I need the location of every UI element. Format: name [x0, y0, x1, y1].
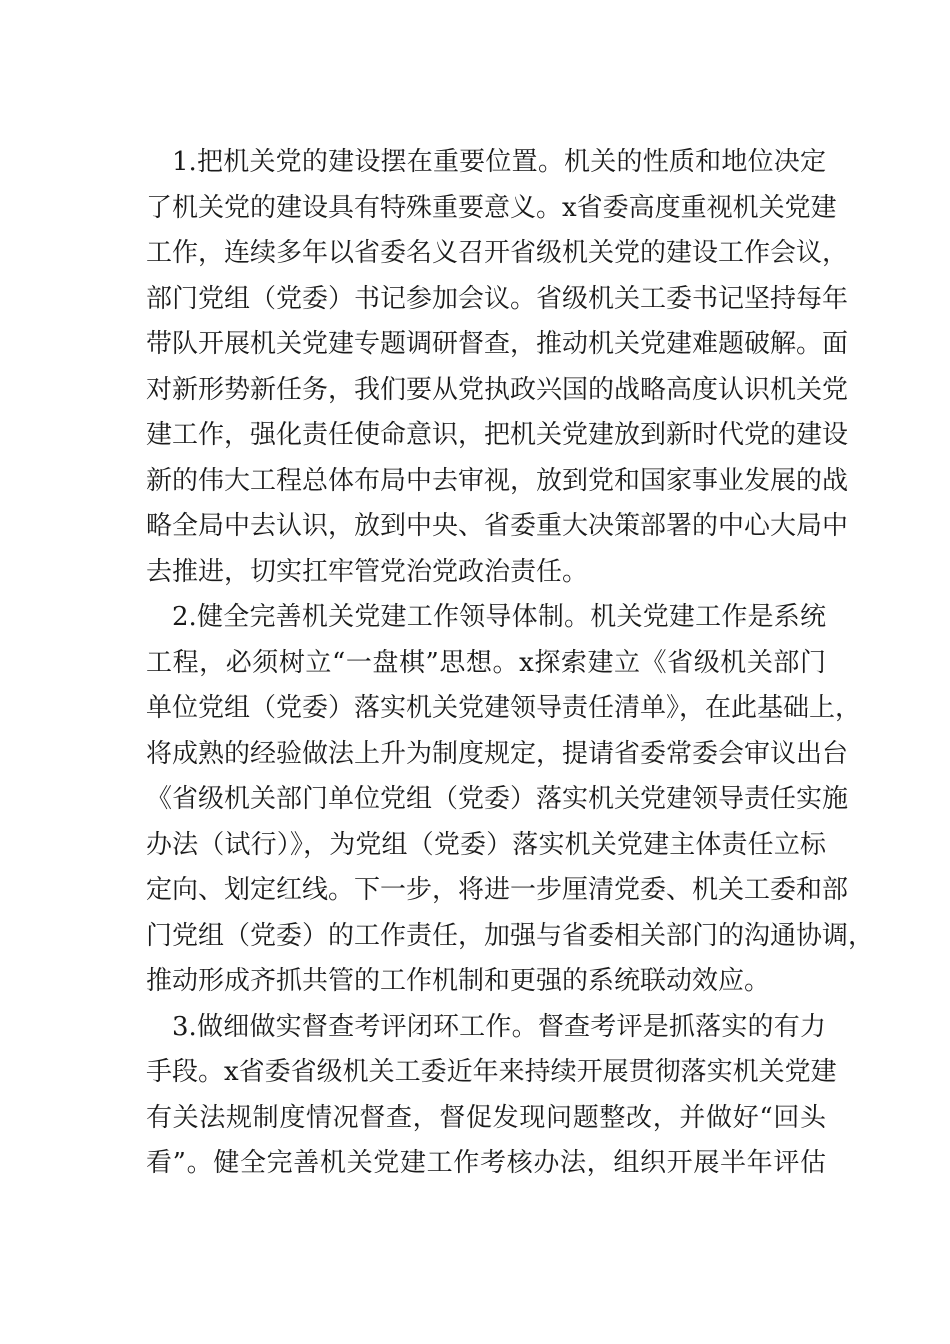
text-line: 推动形成齐抓共管的工作机制和更强的系统联动效应。 — [146, 966, 771, 996]
text-line: 将成熟的经验做法上升为制度规定，提请省委常委会审议出台 — [146, 738, 849, 769]
text-line: 带队开展机关党建专题调研督查，推动机关党建难题破解。面 — [146, 329, 849, 359]
text-line: 有关法规制度情况督查，督促发现问题整改，并做好“回头 — [146, 1102, 826, 1133]
paragraph-3 — [146, 1005, 837, 1187]
text-line: 了机关党的建设具有特殊重要意义。x省委高度重视机关党建 — [146, 192, 837, 223]
text-line: 建工作，强化责任使命意识，把机关党建放到新时代党的建设 — [146, 420, 849, 450]
text-line: 办法（试行）》，为党组（党委）落实机关党建主体责任立标 — [146, 829, 826, 860]
text-line: 工作，连续多年以省委名义召开省级机关党的建设工作会议， — [146, 238, 849, 268]
text-line: 2.健全完善机关党建工作领导体制。机关党建工作是系统 — [172, 602, 826, 632]
text-line: 新的伟大工程总体布局中去审视，放到党和国家事业发展的战 — [146, 465, 849, 496]
document-body — [146, 140, 875, 1187]
text-line: 部门党组（党委）书记参加会议。省级机关工委书记坚持每年 — [146, 283, 849, 314]
text-line: 门党组（党委）的工作责任，加强与省委相关部门的沟通协调， — [146, 920, 875, 951]
text-line: 3.做细做实督查考评闭环工作。督查考评是抓落实的有力 — [172, 1011, 826, 1042]
text-line: 定向、划定红线。下一步，将进一步厘清党委、机关工委和部 — [146, 875, 849, 905]
text-line: 看”。健全完善机关党建工作考核办法，组织开展半年评估 — [146, 1148, 826, 1178]
text-line: 去推进，切实扛牢管党治党政治责任。 — [146, 556, 589, 587]
text-line: 略全局中去认识，放到中央、省委重大决策部署的中心大局中 — [146, 511, 849, 541]
text-line: 手段。x省委省级机关工委近年来持续开展贯彻落实机关党建 — [146, 1057, 837, 1087]
text-line: 《省级机关部门单位党组（党委）落实机关党建领导责任实施 — [146, 784, 849, 814]
text-line: 对新形势新任务，我们要从党执政兴国的战略高度认识机关党 — [146, 374, 849, 405]
text-line: 1.把机关党的建设摆在重要位置。机关的性质和地位决定 — [172, 147, 826, 177]
text-line: 单位党组（党委）落实机关党建领导责任清单》，在此基础上， — [146, 693, 862, 723]
text-line: 工程，必须树立“一盘棋”思想。x探索建立《省级机关部门 — [146, 647, 826, 678]
paragraph-1 — [146, 140, 849, 595]
paragraph-2 — [146, 595, 875, 1005]
